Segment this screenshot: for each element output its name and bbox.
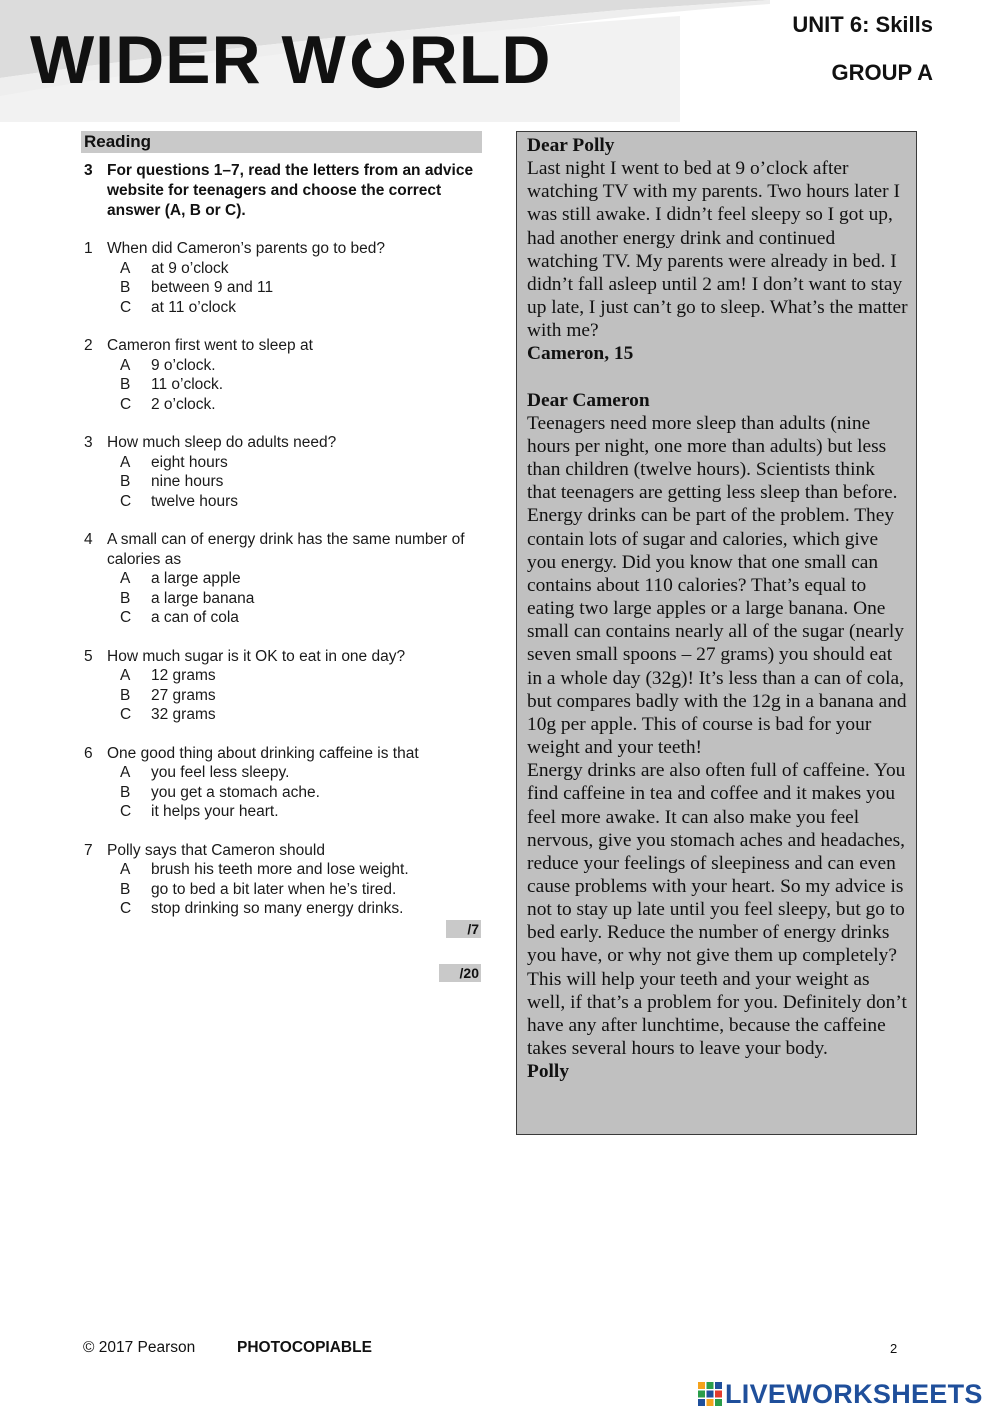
letter2-paragraph-1: Teenagers need more sleep than adults (nine hours per night, one more than adults) but less than children (twelve hours). Scientists think that teenagers are getting less sleep than before. Energy drinks can be part of the problem. They contain lots of sugar and calories, which give you energy. Did you know that one small can contains about 110 calories? That’s equal to eating two large apples or a large banana. One small can contains nearly all of the sugar (nearly seven small spoons – 27 grams) you should eat in a whole day (32g)! It’s less than a can of cola, but compares badly with the 12g in a banana and 10g per apple. This of course is bad for your weight and your teeth! [527, 412, 907, 759]
question-1 [84, 239, 484, 317]
option-text: 27 grams [151, 686, 216, 704]
section-score-box[interactable]: /7 [446, 920, 481, 938]
option-text: 9 o’clock. [151, 356, 216, 374]
option-text: stop drinking so many energy drinks. [151, 900, 404, 917]
question-number: 2 [84, 337, 93, 354]
question-text: Polly says that Cameron should [107, 841, 325, 859]
option-text: a can of cola [151, 609, 239, 626]
question-text: How much sugar is it OK to eat in one day? [107, 647, 406, 665]
question-3 [84, 433, 484, 511]
question-5 [84, 647, 484, 725]
question-text: Cameron first went to sleep at [107, 337, 313, 354]
option-2b[interactable] [84, 375, 484, 395]
option-text: 32 grams [151, 706, 216, 723]
option-4b[interactable] [84, 589, 484, 609]
liveworksheets-brand-text: LIVEWORKSHEETS [725, 1379, 983, 1409]
option-2c[interactable] [84, 395, 484, 415]
option-5b[interactable] [84, 686, 484, 706]
logo-text-right: RLD [408, 22, 552, 98]
option-text: nine hours [151, 473, 224, 490]
letter2-paragraph-2: Energy drinks are also often full of caffeine. You find caffeine in tea and coffee and it makes you feel more awake. It can also make you feel nervous, give you stomach aches and headaches, reduce your feelings of sleepiness and can even cause problems with your heart. So my advice is not to stay up late until you feel sleepy, but go to bed early. Reduce the number of energy drinks you have, or why not give them up completely? This will help your teeth and your weight as well, if that’s a problem for you. Definitely don’t have any after lunchtime, because the caffeine takes several hours to leave your body. [527, 760, 907, 1060]
option-text: you get a stomach ache. [151, 783, 320, 801]
option-letter: B [120, 589, 131, 607]
question-text: How much sleep do adults need? [107, 434, 337, 451]
option-6c[interactable] [84, 802, 484, 822]
option-7b[interactable] [84, 880, 484, 900]
option-letter: A [120, 570, 131, 587]
page-number: 2 [890, 1341, 898, 1356]
unit-title: UNIT 6: Skills [792, 12, 933, 37]
option-letter: B [120, 376, 131, 393]
option-5c[interactable] [84, 705, 484, 725]
question-text: One good thing about drinking caffeine is that [107, 744, 419, 762]
liveworksheets-grid-icon [697, 1381, 723, 1407]
option-letter: C [120, 803, 132, 820]
option-letter: C [120, 609, 132, 626]
letter2-greeting: Dear Cameron [527, 389, 650, 411]
letter1-signature: Cameron, 15 [527, 343, 634, 365]
question-number: 4 [84, 531, 93, 548]
option-text: 12 grams [151, 667, 216, 684]
option-2a[interactable] [84, 356, 484, 376]
option-letter: A [120, 259, 131, 277]
option-letter: C [120, 395, 132, 413]
question-number: 3 [84, 434, 93, 451]
option-text: 11 o’clock. [151, 376, 224, 393]
letter1-greeting: Dear Polly [527, 135, 615, 156]
option-text: 2 o’clock. [151, 395, 216, 413]
option-3c[interactable] [84, 492, 484, 512]
option-letter: A [120, 764, 131, 781]
option-7a[interactable] [84, 860, 484, 880]
letter2-signature: Polly [527, 1061, 570, 1083]
letters-panel [516, 131, 917, 1135]
option-letter: A [120, 356, 131, 374]
option-text: eight hours [151, 453, 228, 471]
instructions [84, 161, 484, 221]
option-letter: C [120, 900, 132, 917]
option-letter: C [120, 298, 132, 316]
option-6b[interactable] [84, 783, 484, 803]
question-number: 1 [84, 240, 93, 257]
option-text: brush his teeth more and lose weight. [151, 861, 409, 878]
option-text: at 11 o’clock [151, 298, 237, 316]
option-1b[interactable] [84, 278, 484, 298]
option-letter: B [120, 783, 131, 801]
total-score-box[interactable]: /20 [439, 964, 481, 982]
option-letter: A [120, 861, 131, 878]
letter-spacer [527, 366, 908, 389]
instruction-number: 3 [84, 162, 93, 179]
letter1-body: Last night I went to bed at 9 o’clock after watching TV with my parents. Two hours later I was still awake. I didn’t feel sleepy so I got up, had another energy drink and continued watching TV. My parents were already in bed. I didn’t fall asleep until 2 am! I don’t want to stay up late, I just can’t go to sleep. What’s the matter with me? [527, 158, 908, 342]
question-list [84, 239, 484, 938]
option-4c[interactable] [84, 608, 484, 628]
group-label: GROUP A [831, 60, 933, 85]
question-4 [84, 530, 484, 628]
liveworksheets-logo[interactable] [697, 1378, 983, 1410]
option-letter: B [120, 686, 131, 704]
option-text: a large apple [151, 570, 241, 587]
option-1a[interactable] [84, 259, 484, 279]
option-1c[interactable] [84, 298, 484, 318]
question-number: 6 [84, 744, 93, 762]
instruction-text: For questions 1–7, read the letters from an advice website for teenagers and choose the correct answer (A, B or C). [107, 162, 474, 219]
question-2 [84, 336, 484, 414]
option-6a[interactable] [84, 763, 484, 783]
option-letter: A [120, 667, 131, 684]
option-5a[interactable] [84, 666, 484, 686]
option-letter: B [120, 880, 131, 898]
wider-world-logo [30, 24, 551, 96]
question-7 [84, 841, 484, 919]
option-3b[interactable] [84, 472, 484, 492]
option-text: go to bed a bit later when he’s tired. [151, 880, 397, 898]
option-text: at 9 o’clock [151, 259, 229, 277]
option-text: between 9 and 11 [151, 279, 274, 296]
question-number: 7 [84, 841, 93, 859]
option-letter: C [120, 706, 132, 723]
option-letter: B [120, 473, 131, 490]
option-letter: C [120, 492, 132, 510]
option-text: it helps your heart. [151, 803, 279, 820]
section-header-bar [81, 131, 482, 153]
question-number: 5 [84, 647, 93, 665]
option-3a[interactable] [84, 453, 484, 473]
question-text: When did Cameron’s parents go to bed? [107, 240, 386, 257]
option-text: a large banana [151, 589, 255, 607]
question-text: A small can of energy drink has the same number of calories as [107, 531, 465, 568]
option-7c[interactable] [84, 899, 484, 919]
option-letter: B [120, 279, 131, 296]
option-text: you feel less sleepy. [151, 764, 290, 781]
logo-o-ring-icon [351, 30, 405, 84]
option-text: twelve hours [151, 492, 239, 510]
photocopiable-label: PHOTOCOPIABLE [237, 1339, 372, 1356]
section-title: Reading [84, 132, 152, 151]
question-6 [84, 744, 484, 822]
copyright: © 2017 Pearson [83, 1339, 196, 1356]
option-4a[interactable] [84, 569, 484, 589]
option-letter: A [120, 453, 131, 471]
logo-text-left: WIDER W [30, 22, 347, 98]
